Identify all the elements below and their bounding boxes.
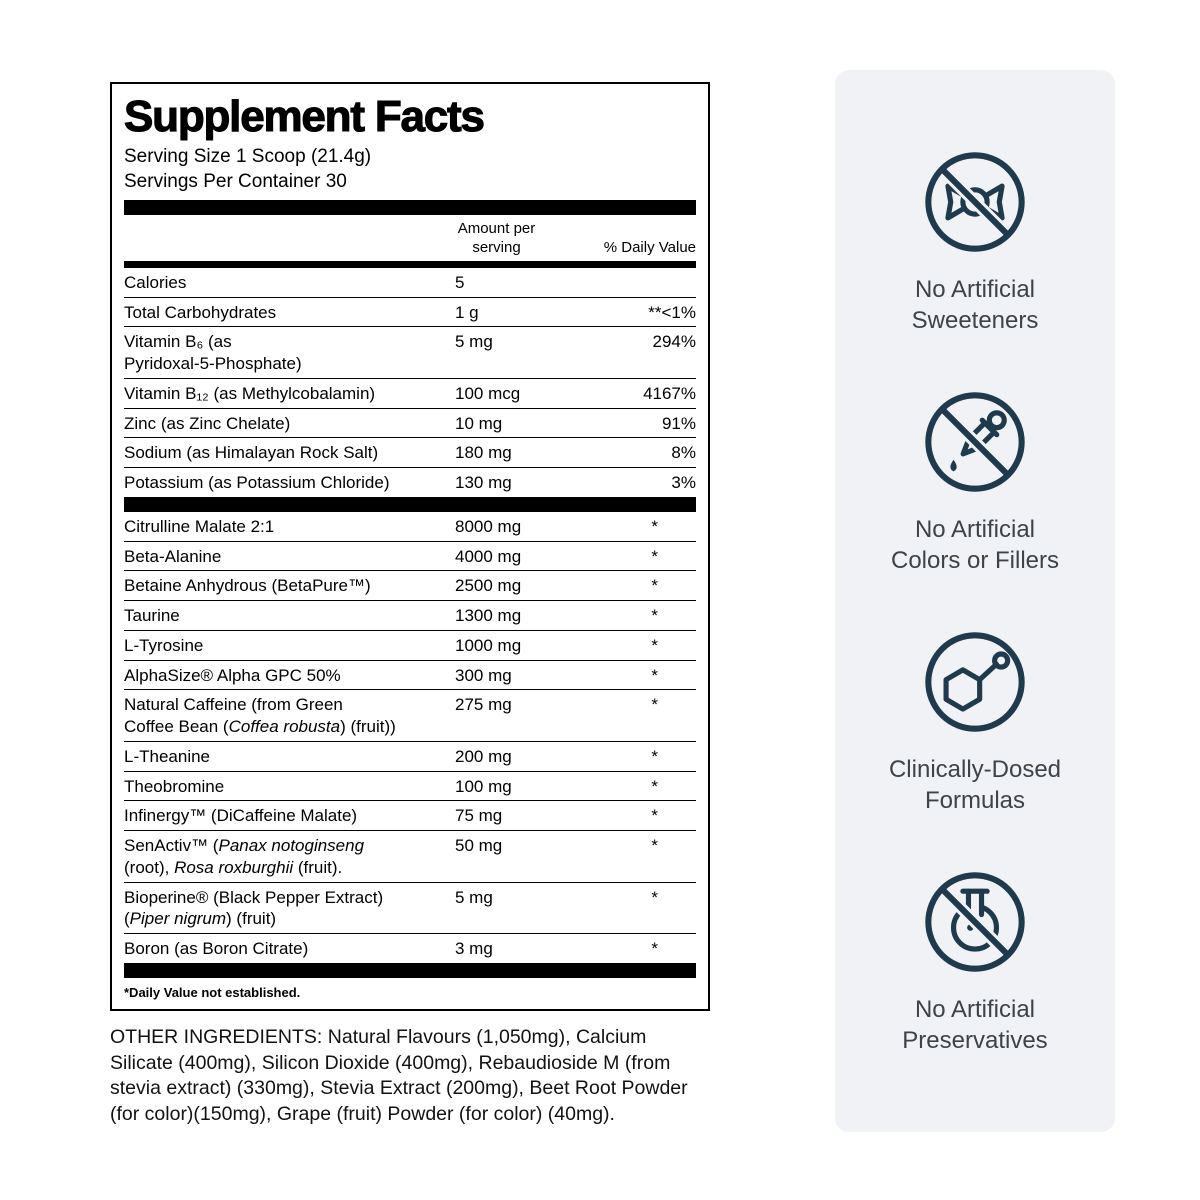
thick-divider (124, 200, 696, 215)
no-artificial-preservatives-icon (919, 866, 1031, 978)
ingredient-amount: 180 mg (455, 443, 512, 463)
badge-no-artificial-colors (891, 386, 1059, 576)
label-column (110, 82, 710, 1128)
facts-column-headers (124, 215, 696, 261)
ingredient-amount: 50 mg (455, 836, 503, 856)
facts-row (124, 512, 696, 542)
daily-value-footnote: *Daily Value not established. (124, 984, 301, 1000)
badge-label-line: No Artificial (914, 515, 1036, 543)
ingredient-daily-value: 4167% (643, 383, 696, 403)
badge-label-line: Formulas (924, 787, 1026, 814)
ingredient-daily-value: * (651, 695, 658, 715)
badge-label (891, 514, 1059, 576)
amount-header-line: Amount per (457, 220, 536, 238)
amount-column-header (424, 220, 569, 258)
facts-row (124, 438, 696, 468)
facts-row (124, 772, 696, 802)
badge-clinically-dosed (889, 626, 1061, 816)
badge-label-line: Sweeteners (911, 306, 1039, 334)
ingredient-name: L-Theanine (124, 746, 211, 766)
facts-row (124, 379, 696, 409)
facts-row (124, 801, 696, 831)
ingredient-amount: 8000 mg (455, 516, 522, 536)
ingredient-amount: 10 mg (455, 413, 503, 433)
ingredient-name: Sodium (as Himalayan Rock Salt) (124, 443, 379, 463)
ingredient-daily-value: * (651, 939, 658, 959)
ingredient-name: Beta-Alanine (124, 546, 222, 566)
ingredient-daily-value: * (651, 516, 658, 536)
ingredient-name: Infinergy™ (DiCaffeine Malate) (124, 806, 358, 826)
ingredient-amount: 100 mcg (455, 383, 521, 403)
facts-row (124, 631, 696, 661)
thick-divider (124, 497, 696, 512)
ingredient-amount: 2500 mg (455, 576, 522, 596)
ingredient-name: Potassium (as Potassium Chloride) (124, 473, 390, 493)
ingredient-amount: 1000 mg (455, 635, 522, 655)
ingredient-daily-value: * (651, 746, 658, 766)
facts-row (124, 468, 696, 497)
facts-row (124, 571, 696, 601)
ingredient-name: Theobromine (124, 776, 225, 796)
serving-size: Serving Size 1 Scoop (21.4g) (124, 146, 372, 168)
badge-label-line: No Artificial (914, 995, 1036, 1023)
nutrient-rows (124, 268, 696, 497)
thick-divider (124, 963, 696, 978)
ingredient-amount: 1300 mg (455, 606, 522, 626)
ingredient-name: Vitamin B₁₂ (as Methylcobalamin) (124, 383, 376, 403)
facts-row (124, 327, 696, 379)
ingredient-amount: 4000 mg (455, 546, 522, 566)
blend-rows (124, 512, 696, 963)
ingredient-daily-value: * (651, 665, 658, 685)
ingredient-daily-value: * (651, 887, 658, 907)
ingredient-daily-value: 91% (661, 413, 696, 433)
ingredient-name: Total Carbohydrates (124, 302, 277, 322)
no-artificial-sweeteners-icon (919, 146, 1031, 258)
ingredient-amount: 130 mg (455, 473, 512, 493)
ingredient-amount: 75 mg (455, 806, 503, 826)
ingredient-daily-value: * (651, 576, 658, 596)
badge-label-line: Clinically-Dosed (888, 755, 1062, 783)
facts-row (124, 831, 696, 883)
other-ingredients-text: OTHER INGREDIENTS: Natural Flavours (1,050mg), Calcium Silicate (400mg), Silicon Dioxide (400mg), Rebaudioside M (from stevia extract) (330mg), Stevia Extract (200mg), Beet Root Powder (for color)(150mg), Grape (fruit) Powder (for color) (40mg). (110, 1025, 688, 1126)
ingredient-daily-value: * (651, 606, 658, 626)
daily-value-column-header: % Daily Value (603, 239, 696, 257)
badge-label-line: Preservatives (902, 1027, 1048, 1055)
facts-row (124, 742, 696, 772)
ingredient-daily-value: 3% (671, 473, 696, 493)
ingredient-name: Boron (as Boron Citrate) (124, 939, 309, 959)
facts-row (124, 298, 696, 328)
servings-per-container: Servings Per Container 30 (124, 171, 347, 193)
ingredient-amount: 300 mg (455, 665, 512, 685)
ingredient-name: Betaine Anhydrous (BetaPure™) (124, 576, 371, 596)
feature-badges-card (835, 70, 1115, 1132)
ingredient-name: AlphaSize® Alpha GPC 50% (124, 665, 341, 685)
facts-row (124, 409, 696, 439)
ingredient-daily-value: * (651, 546, 658, 566)
ingredient-daily-value: * (651, 776, 658, 796)
ingredient-amount: 275 mg (455, 695, 512, 715)
clinically-dosed-icon (919, 626, 1031, 738)
ingredient-name: Vitamin B₆ (as Pyridoxal-5-Phosphate) (124, 332, 302, 374)
ingredient-daily-value: 294% (652, 332, 696, 352)
ingredient-amount: 5 mg (455, 332, 493, 352)
ingredient-name: Zinc (as Zinc Chelate) (124, 413, 291, 433)
ingredient-daily-value: * (651, 836, 658, 856)
ingredient-amount: 1 g (455, 302, 479, 322)
ingredient-name: Bioperine® (Black Pepper Extract) (Piper nigrum) (fruit) (124, 887, 384, 929)
facts-row (124, 934, 696, 963)
ingredient-name: Calories (124, 272, 187, 292)
facts-row (124, 542, 696, 572)
ingredient-name: SenActiv™ (Panax notoginseng (root), Rosa roxburghii (fruit). (124, 836, 365, 877)
badge-label-line: No Artificial (914, 275, 1036, 303)
ingredient-amount: 5 (455, 272, 465, 292)
facts-row (124, 690, 696, 742)
panel-title: Supplement Facts (124, 92, 484, 141)
ingredient-daily-value: 8% (671, 443, 696, 463)
no-artificial-colors-icon (919, 386, 1031, 498)
ingredient-name: Taurine (124, 606, 180, 626)
amount-header-line: serving (472, 239, 521, 257)
ingredient-amount: 5 mg (455, 887, 493, 907)
ingredient-name: L-Tyrosine (124, 635, 204, 655)
medium-divider (124, 261, 696, 268)
facts-row (124, 883, 696, 935)
badge-label (889, 754, 1061, 816)
badge-label (902, 994, 1047, 1056)
facts-row (124, 601, 696, 631)
ingredient-daily-value: **<1% (648, 302, 696, 322)
ingredient-daily-value: * (651, 806, 658, 826)
ingredient-daily-value: * (651, 635, 658, 655)
ingredient-name: Natural Caffeine (from Green Coffee Bean (Coffea robusta) (fruit)) (124, 695, 396, 737)
facts-row (124, 661, 696, 691)
ingredient-name: Citrulline Malate 2:1 (124, 516, 275, 536)
supplement-facts-panel (110, 82, 710, 1011)
ingredient-amount: 100 mg (455, 776, 512, 796)
ingredient-amount: 200 mg (455, 746, 512, 766)
facts-row (124, 268, 696, 298)
badge-label (912, 274, 1039, 336)
badge-no-artificial-sweeteners (912, 146, 1039, 336)
badge-no-artificial-preservatives (902, 866, 1047, 1056)
badge-label-line: Colors or Fillers (890, 546, 1060, 574)
ingredient-amount: 3 mg (455, 939, 493, 959)
